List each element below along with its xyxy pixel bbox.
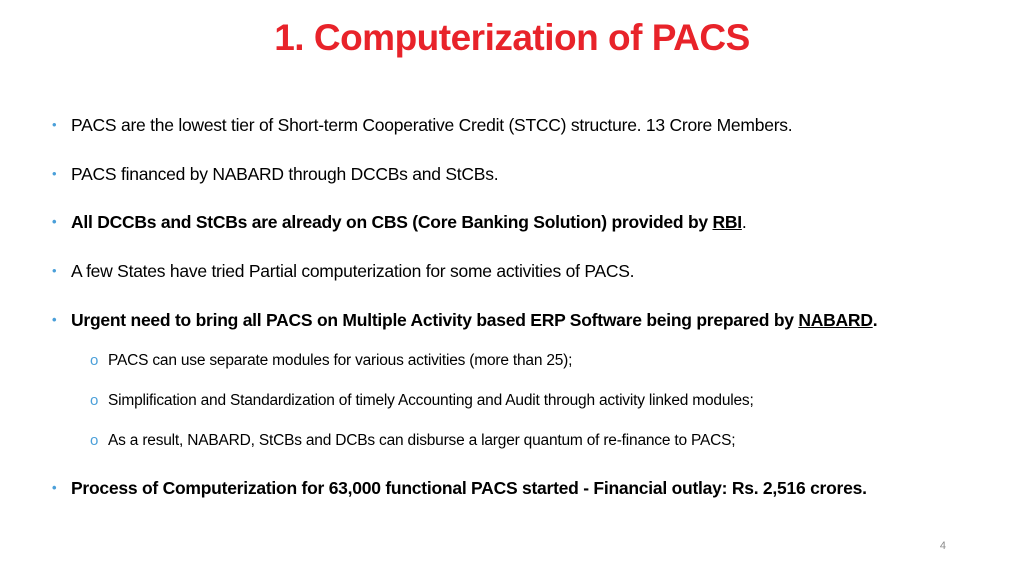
bullet-dot-icon: • bbox=[52, 263, 57, 278]
bullet-text: Process of Computerization for 63,000 functional PACS started - Financial outlay: Rs. 2,516 crores. bbox=[71, 478, 867, 498]
slide-title: 1. Computerization of PACS bbox=[274, 17, 750, 58]
bullet-text: PACS financed by NABARD through DCCBs and StCBs. bbox=[71, 164, 499, 184]
circle-bullet-icon: o bbox=[90, 352, 99, 369]
rbi-link[interactable]: RBI bbox=[712, 212, 742, 232]
bullet-dot-icon: • bbox=[52, 480, 57, 495]
bullet-text-part: All DCCBs and StCBs are already on CBS (Core Banking Solution) provided by bbox=[71, 212, 713, 232]
sub-bullet-text: PACS can use separate modules for various activities (more than 25); bbox=[108, 352, 573, 369]
bullet-text bbox=[71, 307, 877, 333]
bullet-text: PACS are the lowest tier of Short-term Cooperative Credit (STCC) structure. 13 Crore Members. bbox=[71, 115, 793, 135]
nabard-link[interactable]: NABARD bbox=[798, 310, 873, 330]
page-number: 4 bbox=[939, 540, 946, 552]
bullet-dot-icon: • bbox=[52, 117, 57, 132]
bullet-text-end: . bbox=[741, 212, 747, 232]
bullet-dot-icon: • bbox=[52, 214, 57, 229]
sub-bullet-text: As a result, NABARD, StCBs and DCBs can disburse a larger quantum of re-finance to PACS; bbox=[108, 432, 736, 449]
circle-bullet-icon: o bbox=[90, 392, 99, 409]
bullet-text-end: . bbox=[872, 310, 878, 330]
bullet-text-part: Urgent need to bring all PACS on Multiple Activity based ERP Software being prepared by bbox=[71, 310, 799, 330]
bullet-text bbox=[71, 209, 747, 235]
bullet-dot-icon: • bbox=[52, 312, 57, 327]
circle-bullet-icon: o bbox=[90, 432, 99, 449]
sub-bullet-text: Simplification and Standardization of timely Accounting and Audit through activity linked modules; bbox=[108, 392, 754, 409]
bullet-dot-icon: • bbox=[52, 166, 57, 181]
bullet-text: A few States have tried Partial computerization for some activities of PACS. bbox=[71, 261, 635, 281]
